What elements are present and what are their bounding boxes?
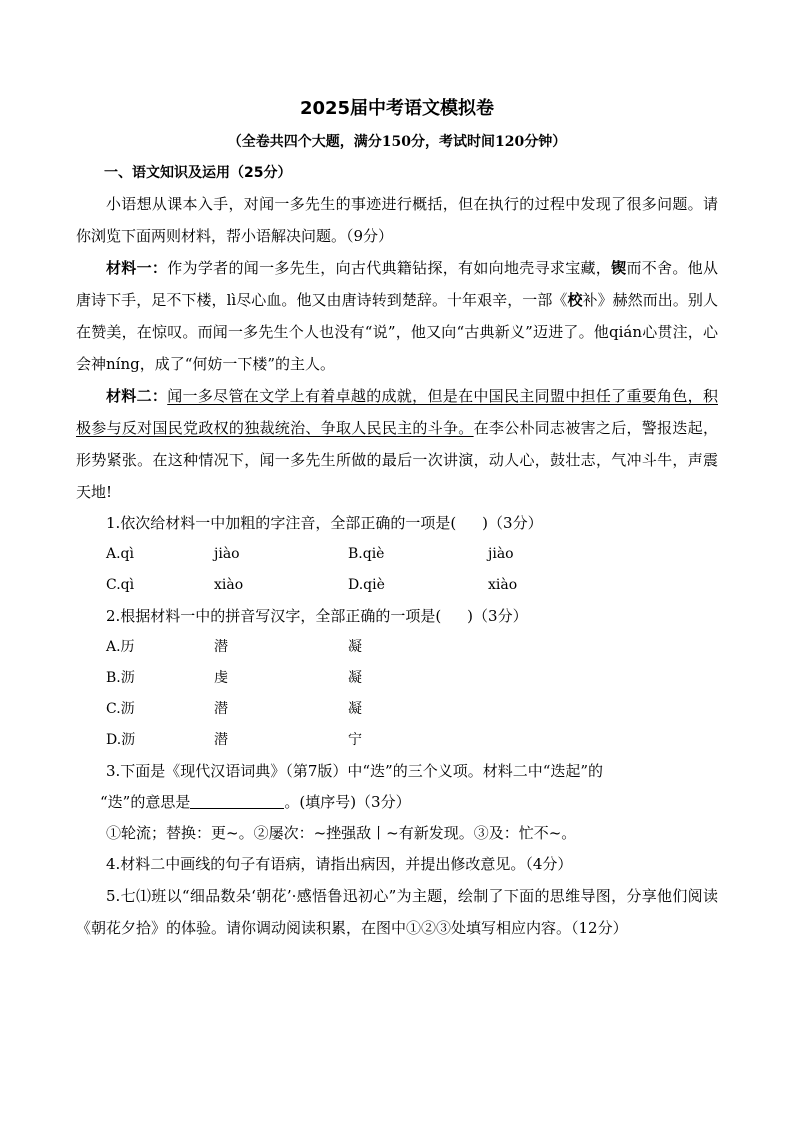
- question-2-option-row: [76, 694, 718, 725]
- option-text: 凝: [348, 639, 362, 655]
- bold-char-qie: 锲: [611, 259, 627, 277]
- material-one-label: 材料一：: [106, 259, 168, 277]
- option-text: xiào: [214, 577, 244, 593]
- question-2-option-row: [76, 663, 718, 694]
- question-3-text: “迭”的意思是: [100, 793, 191, 811]
- intro-paragraph: 小语想从课本入手，对闻一多先生的事迹进行概括，但在执行的过程中发现了很多问题。请你浏览下面两则材料，帮小语解决问题。（9分）: [76, 195, 718, 245]
- answer-blank[interactable]: [190, 792, 284, 809]
- option-text: 虔: [214, 670, 228, 686]
- question-3-score: 。(填序号)（3分）: [284, 793, 411, 811]
- question-1-stem: [76, 508, 718, 539]
- question-4: 4.材料二中画线的句子有语病，请指出病因，并提出修改意见。（4分）: [106, 855, 573, 873]
- section-heading: 一、语文知识及运用（25分）: [104, 165, 292, 181]
- exam-subtitle: （全卷共四个大题，满分150分，考试时间120分钟）: [227, 134, 567, 150]
- option-text: 宁: [348, 732, 362, 748]
- question-1-option-row: [76, 539, 718, 570]
- material-two: [76, 380, 718, 508]
- question-1-option-row: [76, 570, 718, 601]
- material-one-text-3: 补》赫然而出。别人在赞美，在惊叹。而闻一多先生个人也没有“说”，他又向“古典新义”迈进了。他qián心贯注，心会神níng，成了“何妨一下楼”的主人。: [76, 291, 718, 373]
- question-3-line-2: [76, 787, 718, 818]
- question-1-score: )（3分）: [482, 514, 543, 532]
- option-text: C.沥: [106, 701, 135, 717]
- material-one-text-2: 而不舍。他从唐诗下手，足不下楼，lì尽心血。他又由唐诗转到楚辞。十年艰辛，一部《: [76, 259, 718, 309]
- exam-title: 2025届中考语文模拟卷: [299, 98, 495, 119]
- option-text: 凝: [348, 670, 362, 686]
- option-text: jiào: [214, 546, 240, 562]
- dictionary-senses: ①轮流；替换：更~。②屡次：~挫强敌丨~有新发现。③及：忙不~。: [106, 824, 577, 842]
- question-2-score: )（3分）: [467, 607, 528, 625]
- option-text: D.qiè: [348, 577, 385, 593]
- material-one: [76, 252, 718, 380]
- option-text: xiào: [488, 577, 518, 593]
- option-text: jiào: [488, 546, 514, 562]
- option-text: B.沥: [106, 670, 135, 686]
- question-5: 5.七⑴班以“细品数朵‘朝花’·感悟鲁迅初心”为主题，绘制了下面的思维导图，分享他们阅读《朝花夕拾》的体验。请你调动阅读积累，在图中①②③处填写相应内容。（12分）: [76, 887, 718, 937]
- option-text: D.沥: [106, 732, 136, 748]
- material-two-label: 材料二：: [106, 387, 168, 405]
- option-text: 潜: [214, 732, 228, 748]
- option-text: A.历: [106, 639, 135, 655]
- option-text: 潜: [214, 639, 228, 655]
- material-two-text: 在李公朴同志被害之后，警报迭起，形势紧张。在这种情况下，闻一多先生所做的最后一次讲演，动人心，鼓壮志，气冲斗牛，声震天地!: [76, 419, 718, 501]
- question-2-option-row: [76, 725, 718, 756]
- option-text: 潜: [214, 701, 228, 717]
- question-2-stem: [76, 601, 718, 632]
- question-3-line-1: 3.下面是《现代汉语词典》（第7版）中“迭”的三个义项。材料二中“迭起”的: [106, 762, 604, 780]
- option-text: C.qì: [106, 577, 135, 593]
- option-text: B.qiè: [348, 546, 385, 562]
- underlined-sentence: 闻一多尽管在文学上有着卓越的成就，但是在中国民主同盟中担任了重要角色，积极参与反对国民党政权的独裁统治、争取人民民主的斗争。: [76, 387, 718, 437]
- question-2-stem-text: 2.根据材料一中的拼音写汉字，全部正确的一项是(: [106, 607, 442, 625]
- question-2-option-row: [76, 632, 718, 663]
- bold-char-jiao: 校: [567, 291, 583, 309]
- question-1-stem-text: 1.依次给材料一中加粗的字注音，全部正确的一项是(: [106, 514, 457, 532]
- option-text: 凝: [348, 701, 362, 717]
- material-one-text-1: 作为学者的闻一多先生，向古代典籍钻探，有如向地壳寻求宝藏，: [167, 259, 612, 277]
- option-text: A.qì: [106, 546, 134, 562]
